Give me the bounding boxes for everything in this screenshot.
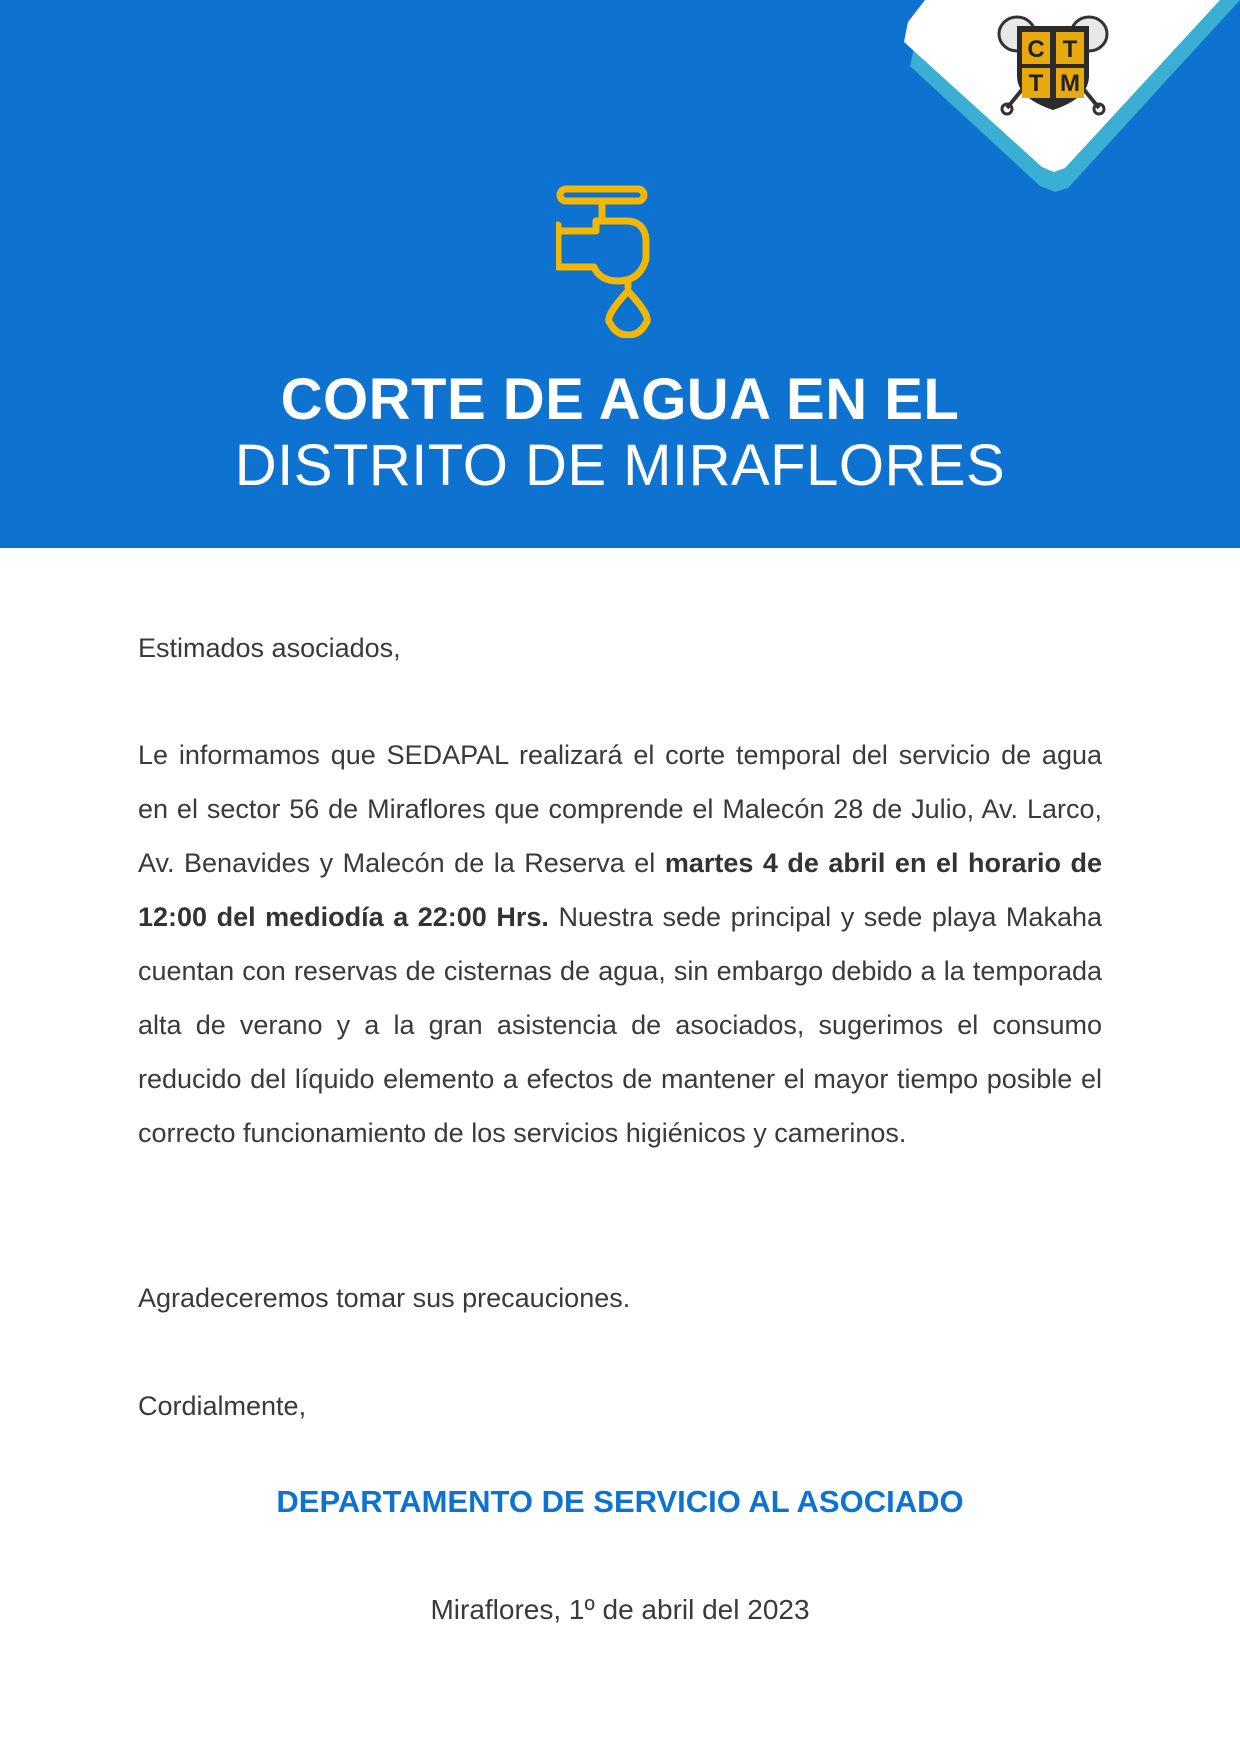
thanks-line: Agradeceremos tomar sus precauciones. — [138, 1283, 631, 1313]
body-text-part2: Nuestra sede principal y sede playa Makaha cuentan con reservas de cisternas de agua, sin embargo debido a la temporada alta de verano y a la gran asistencia de asociados, sugerimos el consumo reducido del líquido elemento a efectos de mantener el mayor tiempo posible el correcto funcionamiento de los servicios higiénicos y camerinos. — [138, 902, 1102, 1148]
letter-date: Miraflores, 1º de abril del 2023 — [430, 1594, 810, 1625]
body-text-part1: Le informamos que SEDAPAL realizará el corte temporal del servicio de agua en el sector 56 de Miraflores que comprende el Malecón 28 de Julio, Av. Larco, Av. Benavides y Malecón de la Reserva el — [138, 740, 1102, 878]
title-line-2: DISTRITO DE MIRAFLORES — [234, 433, 1006, 498]
logo-letter-c: C — [1027, 36, 1045, 63]
header-banner — [0, 0, 1240, 548]
title-line-1: CORTE DE AGUA EN EL — [280, 367, 960, 432]
greeting: Estimados asociados, — [138, 633, 401, 663]
logo-letter-t1: T — [1062, 36, 1078, 63]
water-tap-icon — [556, 183, 684, 338]
department-signature: DEPARTAMENTO DE SERVICIO AL ASOCIADO — [276, 1484, 964, 1519]
body-text-highlight: martes 4 de abril en el horario de 12:00 del mediodía a 22:00 Hrs. — [138, 848, 1102, 932]
closing-line: Cordialmente, — [138, 1391, 307, 1421]
club-logo — [997, 14, 1109, 116]
body-paragraph — [138, 728, 1102, 1160]
logo-letter-t2: T — [1028, 70, 1044, 97]
logo-letter-m: M — [1060, 70, 1080, 97]
